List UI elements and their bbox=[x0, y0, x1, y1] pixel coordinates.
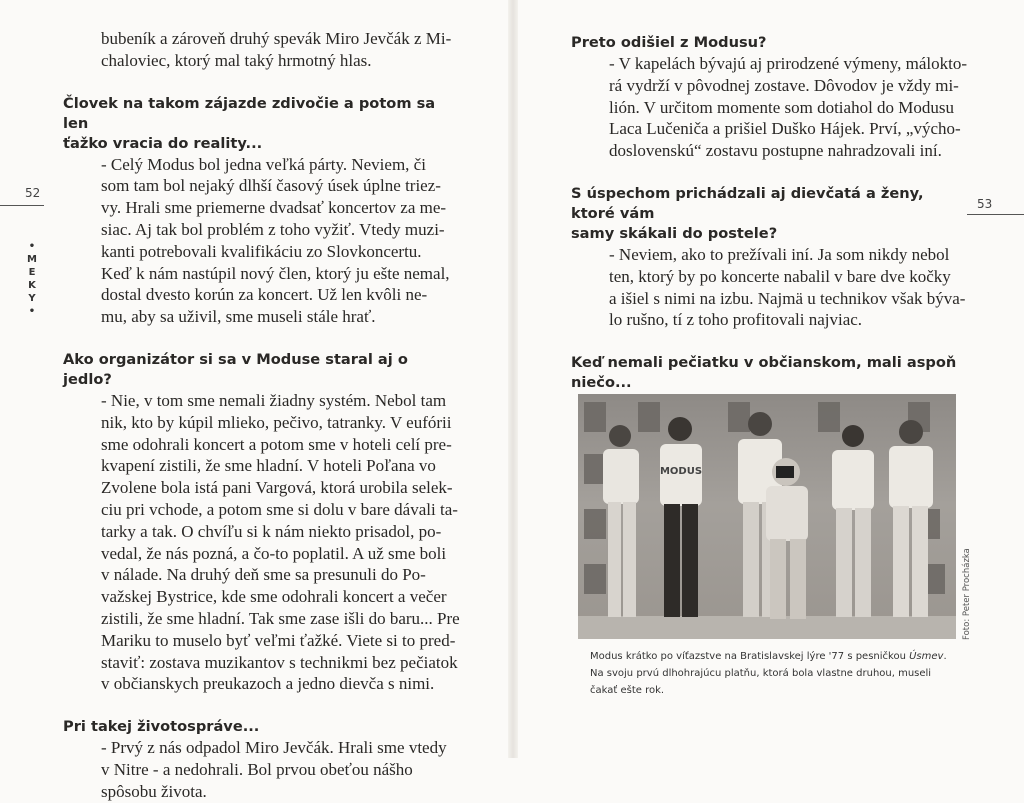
question-heading: Pri takej životospráve... bbox=[63, 718, 260, 736]
caption-line: Na svoju prvú dlhohrajúcu platňu, ktorá bola vlastne druhou, museli bbox=[590, 668, 932, 679]
body-line: siac. Aj tak bol problém z toho vyžiť. Vtedy muzi- bbox=[101, 219, 445, 239]
photo-caption bbox=[590, 648, 970, 699]
body-line: sme odohrali koncert a potom sme v hoteli celí pre- bbox=[101, 434, 452, 454]
body-line: - Celý Modus bol jedna veľká párty. Neviem, či bbox=[101, 154, 426, 174]
caption-text: Modus krátko po víťazstve na Bratislavskej lýre '77 s pesničkou bbox=[590, 651, 910, 662]
body-line: ten, ktorý by po koncerte nabalil v bare dve kočky bbox=[609, 266, 951, 286]
body-line: som tam bol nejaký dlhší časový úsek úplne triez- bbox=[101, 176, 441, 196]
page-number-right: 53 bbox=[977, 197, 993, 211]
body-line: doslovenskú“ zostavu postupne nahradzovali iní. bbox=[609, 141, 942, 161]
photo-credit: Foto: Peter Procházka bbox=[962, 548, 972, 640]
body-line: kanti potrebovali kvalifikáciu zo Slovkoncertu. bbox=[101, 241, 422, 261]
body-line: mu, aby sa uživil, sme museli stále hrať. bbox=[101, 307, 376, 327]
body-line: kvapení zistili, že sme hladní. V hoteli Poľana vo bbox=[101, 456, 436, 476]
caption-song-title: Úsmev bbox=[909, 651, 944, 662]
page-rule-right bbox=[967, 214, 1024, 215]
page-rule-left bbox=[0, 205, 44, 206]
body-line: Mariku to muselo byť veľmi ťažké. Viete si to pred- bbox=[101, 630, 456, 650]
body-line: zistili, že sme hladní. Tak sme zase išli do baru... Pre bbox=[101, 608, 460, 628]
body-line: ciu pri vchode, a potom sme si dolu v bare dávali ta- bbox=[101, 499, 458, 519]
body-line: dostal dvesto korún za koncert. Už len kvôli ne- bbox=[101, 285, 428, 305]
running-head-char: K bbox=[28, 280, 36, 291]
body-line: - Prvý z nás odpadol Miro Jevčák. Hrali sme vtedy bbox=[101, 738, 447, 758]
body-line: važskej Bystrice, kde sme odohrali koncert a večer bbox=[101, 587, 447, 607]
body-line: spôsobu života. bbox=[101, 781, 207, 801]
right-page-text bbox=[571, 33, 967, 437]
running-head bbox=[26, 240, 38, 318]
question-heading: Ako organizátor si sa v Moduse staral aj o jedlo? bbox=[63, 350, 408, 388]
running-head-char: • bbox=[28, 241, 36, 252]
body-line: chaloviec, ktorý mal taký hrmotný hlas. bbox=[101, 50, 372, 70]
book-gutter bbox=[508, 0, 518, 758]
body-line: - Nie, v tom sme nemali žiadny systém. Nebol tam bbox=[101, 390, 447, 410]
body-line: Zvolene bola istá pani Vargová, ktorá urobila selek- bbox=[101, 478, 453, 498]
band-photo bbox=[578, 394, 956, 639]
body-line: - Neviem, ako to prežívali iní. Ja som nikdy nebol bbox=[609, 244, 950, 264]
question-heading: samy skákali do postele? bbox=[571, 224, 778, 242]
body-line: Laca Lučeniča a prišiel Duško Hájek. Prví, „výcho- bbox=[609, 119, 961, 139]
question-heading: S úspechom prichádzali aj dievčatá a ženy, ktoré vám bbox=[571, 184, 924, 222]
running-head-char: Y bbox=[28, 293, 36, 304]
running-head-char: E bbox=[28, 267, 36, 278]
question-heading: Človek na takom zájazde zdivočie a potom sa len bbox=[63, 94, 436, 132]
body-line: vy. Hrali sme priemerne dvadsať koncertov za me- bbox=[101, 198, 447, 218]
question-heading: ťažko vracia do reality... bbox=[63, 134, 263, 152]
running-head-char: M bbox=[27, 254, 37, 265]
body-line: lo rušno, tí z toho profitovali najviac. bbox=[609, 310, 863, 330]
body-line: tarky a tak. O chvíľu si k nám niekto prisadol, po- bbox=[101, 521, 442, 541]
body-line: v nálade. Na druhý deň sme sa presunuli do Po- bbox=[101, 565, 426, 585]
question-heading: Preto odišiel z Modusu? bbox=[571, 34, 767, 51]
body-line: nik, kto by kúpil mlieko, pečivo, tatranky. V eufórii bbox=[101, 412, 452, 432]
body-line: vedal, že nás pozná, a čo-to poplatil. A už sme boli bbox=[101, 543, 447, 563]
caption-line: čakať ešte rok. bbox=[590, 685, 665, 696]
body-line: rá vydrží v pôvodnej zostave. Dôvodov je vždy mi- bbox=[609, 75, 959, 95]
running-head-char: • bbox=[28, 306, 36, 317]
band-photo-illustration bbox=[578, 394, 956, 639]
body-line: lión. V určitom momente som dotiahol do Modusu bbox=[609, 97, 955, 117]
body-line: - V kapelách bývajú aj prirodzené výmeny, málokto- bbox=[609, 54, 967, 73]
page-number-left: 52 bbox=[25, 186, 41, 200]
left-page-text bbox=[63, 28, 458, 803]
body-line: Keď k nám nastúpil nový člen, ktorý ju ešte nemal, bbox=[101, 263, 450, 283]
body-line: v občianskych preukazoch a jedno dievča s nimi. bbox=[101, 674, 435, 694]
body-line: a išiel s nimi na izbu. Najmä u technikov však býva- bbox=[609, 288, 966, 308]
question-heading: Keď nemali pečiatku v občianskom, mali aspoň niečo... bbox=[571, 354, 957, 392]
caption-text: . bbox=[943, 651, 947, 662]
shirt-text: MODUS bbox=[659, 466, 703, 477]
caption-line bbox=[590, 648, 970, 665]
body-line: v Nitre - a nedohrali. Bol prvou obeťou nášho bbox=[101, 759, 413, 779]
body-line: bubeník a zároveň druhý spevák Miro Jevčák z Mi- bbox=[101, 29, 452, 48]
body-line: staviť: zostava muzikantov s technikmi bez pečiatok bbox=[101, 652, 458, 672]
